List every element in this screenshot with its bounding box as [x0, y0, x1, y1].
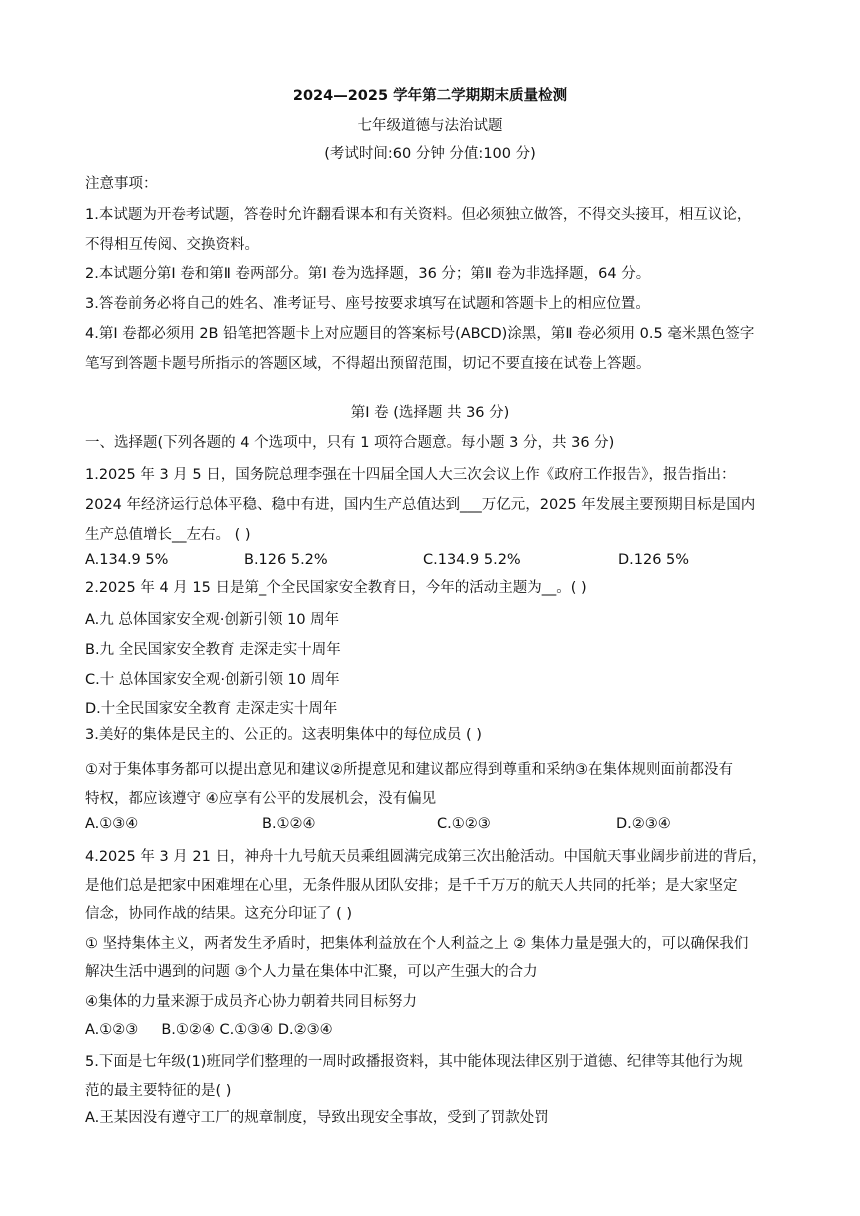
question-2-option-d: D.十全民国家安全教育 走深走实十周年: [85, 701, 338, 717]
exam-title: 2024—2025 学年第二学期期末质量检测: [292, 88, 568, 104]
question-5-line: 5.下面是七年级(1)班同学们整理的一周时政播报资料，其中能体现法律区别于道德、纪律等其他行为规: [85, 1054, 743, 1070]
note-line: 笔写到答题卡题号所指示的答题区域，不得超出预留范围，切记不要直接在试卷上答题。: [85, 356, 651, 372]
notes-heading: 注意事项：: [85, 176, 158, 192]
question-1-option-c: C.134.9 5.2%: [423, 552, 521, 568]
question-3-line: ①对于集体事务都可以提出意见和建议②所提意见和建议都应得到尊重和采纳③在集体规则面前都没有: [85, 762, 733, 778]
question-3-option-b: B.①②④: [262, 816, 316, 832]
question-1-option-b: B.126 5.2%: [244, 552, 328, 568]
question-1-option-d: D.126 5%: [618, 552, 690, 568]
question-2-option-a: A.九 总体国家安全观·创新引领 10 周年: [85, 612, 340, 628]
question-1-option-a: A.134.9 5%: [85, 552, 169, 568]
question-3-option-a: A.①③④: [85, 816, 139, 832]
question-2-option-c: C.十 总体国家安全观·创新引领 10 周年: [85, 672, 340, 688]
exam-subtitle: 七年级道德与法治试题: [357, 118, 503, 134]
note-line: 3.答卷前务必将自己的姓名、准考证号、座号按要求填写在试题和答题卡上的相应位置。: [85, 296, 650, 312]
question-3-option-c: C.①②③: [437, 816, 491, 832]
question-1-line: 生产总值增长__左右。 ( ): [85, 527, 251, 543]
section-heading: 一、选择题(下列各题的 4 个选项中，只有 1 项符合题意。每小题 3 分，共 36 分): [85, 435, 615, 451]
part1-heading: 第Ⅰ 卷 (选择题 共 36 分): [350, 405, 510, 421]
question-4-statement: ④集体的力量来源于成员齐心协力朝着共同目标努力: [85, 994, 417, 1010]
question-2-stem: 2.2025 年 4 月 15 日是第_个全民国家安全教育日，今年的活动主题为__。( ): [85, 580, 587, 596]
exam-info: (考试时间:60 分钟 分值:100 分): [324, 146, 536, 162]
question-2-option-b: B.九 全民国家安全教育 走深走实十周年: [85, 642, 341, 658]
question-1-line: 2024 年经济运行总体平稳、稳中有进，国内生产总值达到___万亿元，2025 年发展主要预期目标是国内: [85, 497, 756, 513]
question-5-option-a: A.王某因没有遵守工厂的规章制度，导致出现安全事故，受到了罚款处罚: [85, 1110, 549, 1126]
question-1-line: 1.2025 年 3 月 5 日，国务院总理李强在十四届全国人大三次会议上作《政府工作报告》，报告指出：: [85, 467, 736, 483]
question-3-stem: 3.美好的集体是民主的、公正的。这表明集体中的每位成员 ( ): [85, 727, 482, 743]
note-line: 1.本试题为开卷考试题，答卷时允许翻看课本和有关资料。但必须独立做答，不得交头接耳，相互议论，: [85, 207, 752, 223]
question-4-options: A.①②③ B.①②④ C.①③④ D.②③④: [85, 1022, 333, 1038]
note-line: 2.本试题分第Ⅰ 卷和第Ⅱ 卷两部分。第Ⅰ 卷为选择题，36 分；第Ⅱ 卷为非选择题，64 分。: [85, 266, 651, 282]
question-4-line: 信念，协同作战的结果。这充分印证了 ( ): [85, 906, 353, 922]
question-4-statement: ① 坚持集体主义，两者发生矛盾时，把集体利益放在个人利益之上 ② 集体力量是强大的，可以确保我们: [85, 936, 749, 952]
note-line: 不得相互传阅、交换资料。: [85, 237, 259, 253]
question-4-line: 是他们总是把家中困难埋在心里，无条件服从团队安排；是千千万万的航天人共同的托举；是大家坚定: [85, 878, 738, 894]
question-3-option-d: D.②③④: [616, 816, 671, 832]
question-5-line: 范的最主要特征的是( ): [85, 1083, 232, 1099]
question-4-line: 4.2025 年 3 月 21 日，神舟十九号航天员乘组圆满完成第三次出舱活动。中国航天事业阔步前进的背后，: [85, 849, 767, 865]
note-line: 4.第Ⅰ 卷都必须用 2B 铅笔把答题卡上对应题目的答案标号(ABCD)涂黑，第Ⅱ 卷必须用 0.5 毫米黑色签字: [85, 326, 755, 342]
question-4-statement: 解决生活中遇到的问题 ③个人力量在集体中汇聚，可以产生强大的合力: [85, 964, 538, 980]
question-3-line: 特权，都应该遵守 ④应享有公平的发展机会，没有偏见: [85, 791, 437, 807]
